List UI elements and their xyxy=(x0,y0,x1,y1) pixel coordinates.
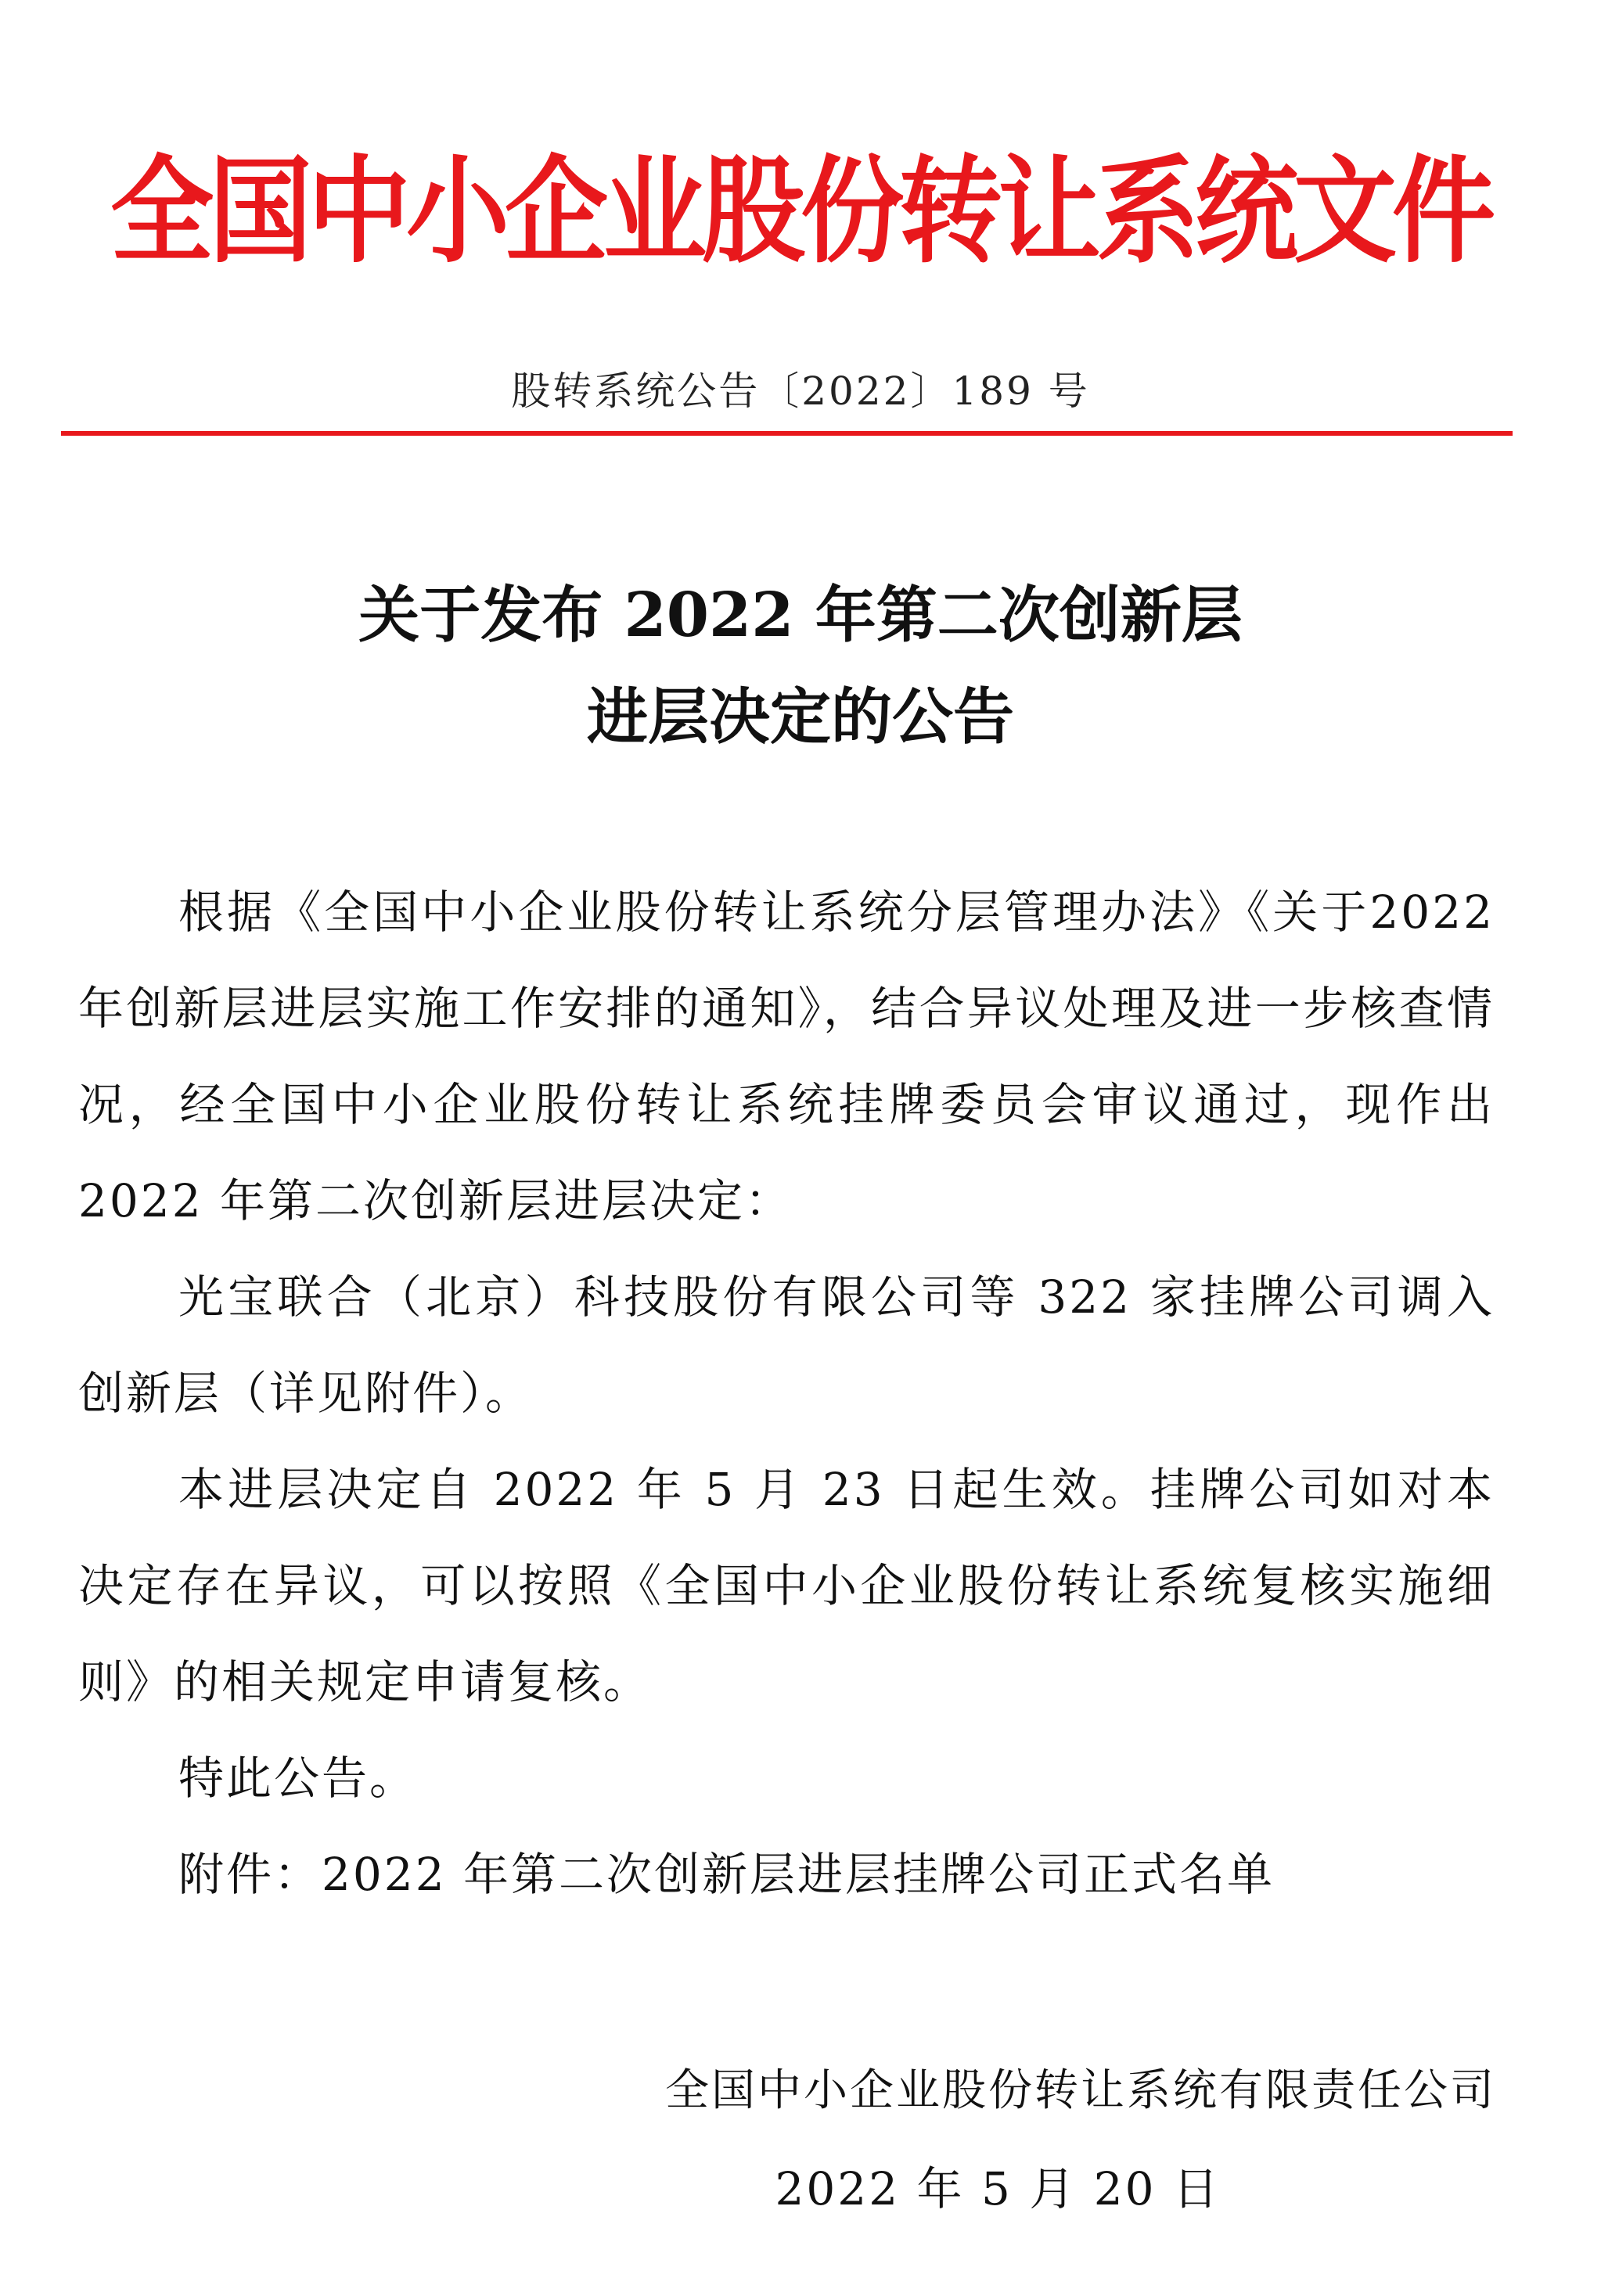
body-paragraph: 本进层决定自 2022 年 5 月 23 日起生效。挂牌公司如对本决定存在异议，可以按照《全国中小企业股份转让系统复核实施细则》的相关规定申请复核。 xyxy=(78,1463,1495,1709)
signature-date: 2022 年 5 月 20 日 xyxy=(775,2162,1221,2215)
attachment-line: 附件：2022 年第二次创新层进层挂牌公司正式名单 xyxy=(178,1848,1275,1901)
body-paragraph: 根据《全国中小企业股份转让系统分层管理办法》《关于2022 年创新层进层实施工作安排的通知》，结合异议处理及进一步核查情况，经全国中小企业股份转让系统挂牌委员会审议通过，现作出 2022 年第二次创新层进层决定： xyxy=(78,886,1495,1227)
red-divider xyxy=(61,431,1513,436)
announcement-title xyxy=(0,565,1601,768)
body-paragraph: 特此公告。 xyxy=(178,1752,418,1805)
signature-organization: 全国中小企业股份转让系统有限责任公司 xyxy=(665,2065,1496,2116)
announcement-body xyxy=(78,864,1495,1923)
title-line-2: 进层决定的公告 xyxy=(586,681,1014,753)
body-paragraph: 光宝联合（北京）科技股份有限公司等 322 家挂牌公司调入创新层（详见附件）。 xyxy=(78,1270,1495,1420)
title-line-1: 关于发布 2022 年第二次创新层 xyxy=(358,580,1243,651)
document-number: 股转系统公告〔2022〕189 号 xyxy=(511,368,1090,414)
letterhead-title: 全国中小企业股份转让系统文件 xyxy=(110,144,1491,280)
